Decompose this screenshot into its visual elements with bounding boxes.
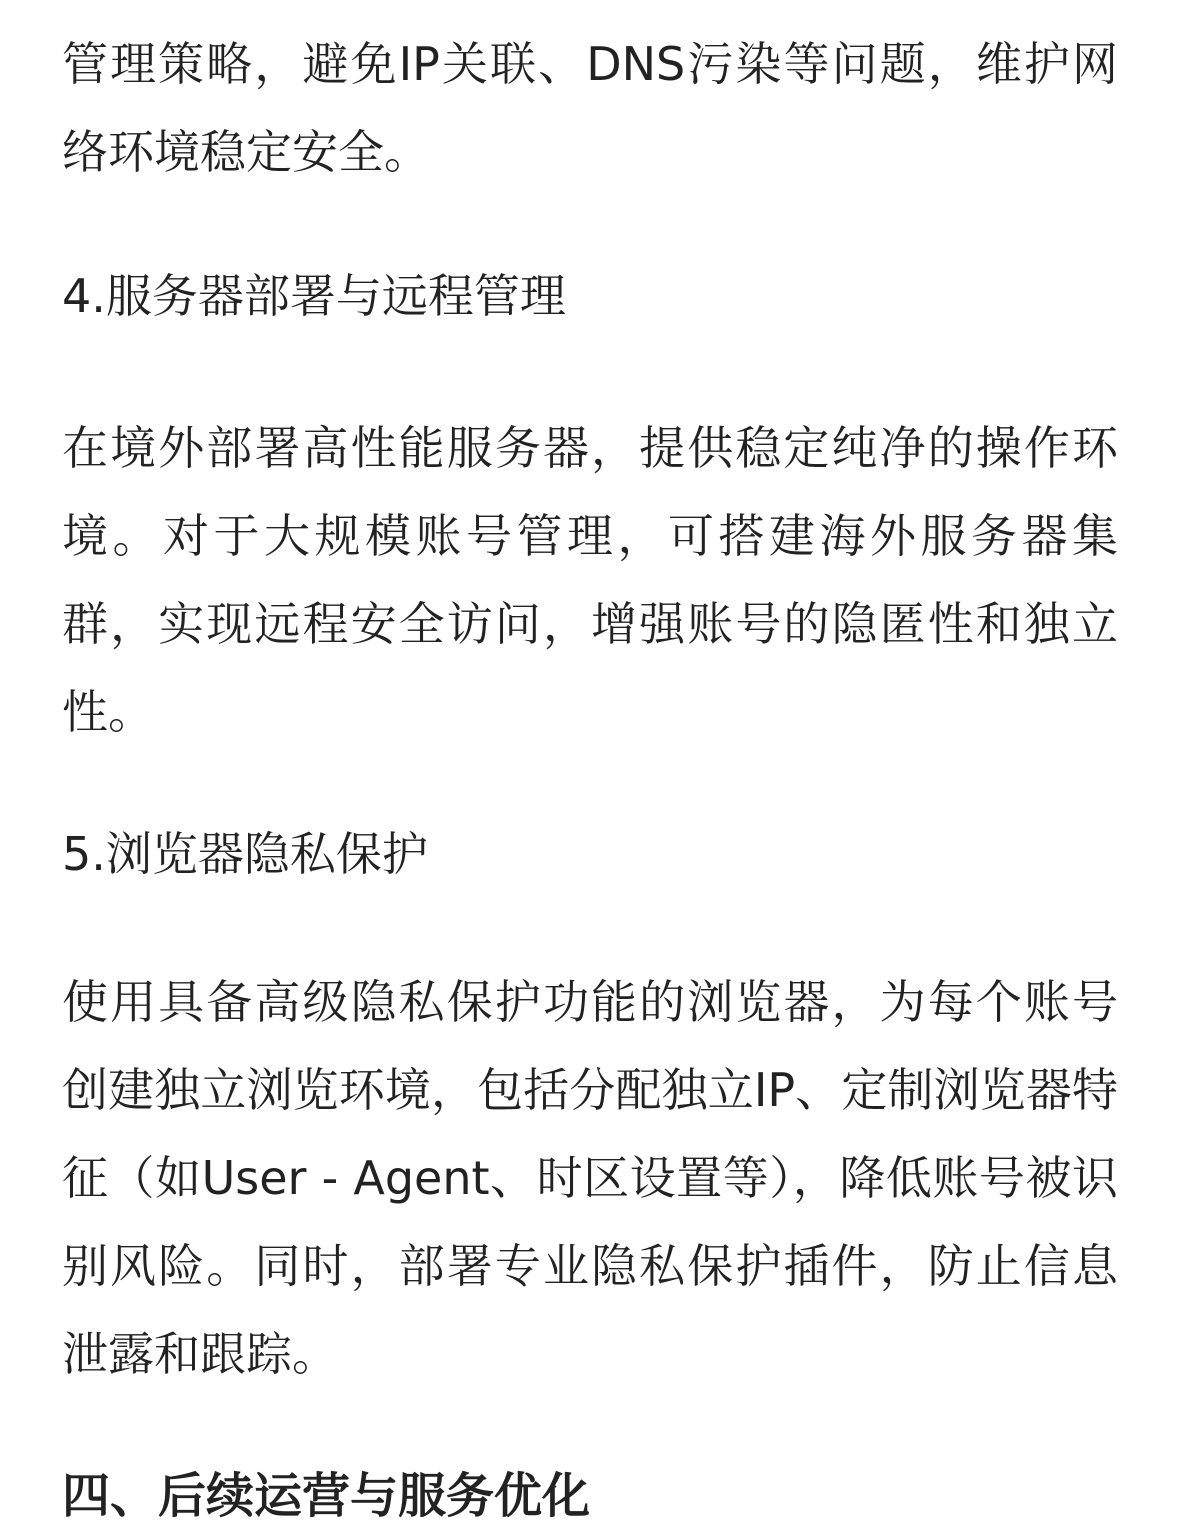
- subheading-server-deployment: 4.服务器部署与远程管理: [62, 269, 566, 323]
- paragraph-intro: 管理策略，避免IP关联、DNS污染等问题，维护网络环境稳定安全。: [62, 37, 1118, 179]
- paragraph-server-deployment: 在境外部署高性能服务器，提供稳定纯净的操作环境。对于大规模账号管理，可搭建海外服务器集群，实现远程安全访问，增强账号的隐匿性和独立性。: [62, 421, 1118, 739]
- subheading-browser-privacy: 5.浏览器隐私保护: [62, 827, 428, 881]
- paragraph-browser-privacy: 使用具备高级隐私保护功能的浏览器，为每个账号创建独立浏览环境，包括分配独立IP、定制浏览器特征（如User - Agent、时区设置等），降低账号被识别风险。同时，部署专业隐私保护插件，防止信息泄露和跟踪。: [62, 975, 1118, 1381]
- section-heading-operations: 四、后续运营与服务优化: [62, 1468, 591, 1524]
